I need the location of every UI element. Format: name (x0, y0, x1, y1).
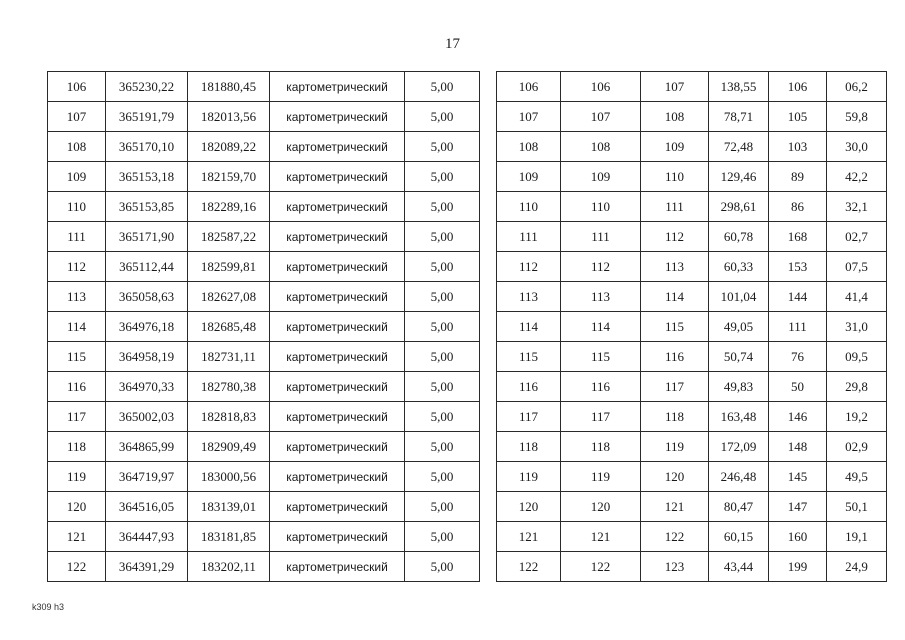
method-cell: картометрический (270, 192, 405, 222)
accuracy-cell: 5,00 (405, 192, 480, 222)
x-coordinate-cell: 364865,99 (106, 432, 188, 462)
table-row (48, 432, 480, 462)
from-point-cell: 118 (561, 432, 641, 462)
row-number-cell: 113 (497, 282, 561, 312)
y-coordinate-cell: 182627,08 (188, 282, 270, 312)
row-number-cell: 107 (497, 102, 561, 132)
length-cell: 129,46 (709, 162, 769, 192)
y-coordinate-cell: 181880,45 (188, 72, 270, 102)
point-number-cell: 108 (48, 132, 106, 162)
accuracy-cell: 5,00 (405, 132, 480, 162)
table-row (497, 372, 887, 402)
table-row (497, 402, 887, 432)
y-coordinate-cell: 183202,11 (188, 552, 270, 582)
angle-degrees-cell: 199 (769, 552, 827, 582)
length-cell: 80,47 (709, 492, 769, 522)
x-coordinate-cell: 365191,79 (106, 102, 188, 132)
method-cell: картометрический (270, 462, 405, 492)
angle-minutes-cell: 19,1 (827, 522, 887, 552)
x-coordinate-cell: 365002,03 (106, 402, 188, 432)
table-row (497, 312, 887, 342)
table-row (497, 162, 887, 192)
table-row (497, 342, 887, 372)
table-row (48, 402, 480, 432)
angle-degrees-cell: 50 (769, 372, 827, 402)
angle-degrees-cell: 103 (769, 132, 827, 162)
x-coordinate-cell: 364447,93 (106, 522, 188, 552)
angle-minutes-cell: 49,5 (827, 462, 887, 492)
x-coordinate-cell: 364970,33 (106, 372, 188, 402)
y-coordinate-cell: 183139,01 (188, 492, 270, 522)
method-cell: картометрический (270, 162, 405, 192)
y-coordinate-cell: 182818,83 (188, 402, 270, 432)
x-coordinate-cell: 365153,18 (106, 162, 188, 192)
table-row (497, 132, 887, 162)
point-number-cell: 111 (48, 222, 106, 252)
length-cell: 78,71 (709, 102, 769, 132)
table-row (48, 312, 480, 342)
x-coordinate-cell: 365171,90 (106, 222, 188, 252)
length-cell: 246,48 (709, 462, 769, 492)
point-number-cell: 120 (48, 492, 106, 522)
from-point-cell: 117 (561, 402, 641, 432)
from-point-cell: 121 (561, 522, 641, 552)
table-row (497, 192, 887, 222)
to-point-cell: 121 (641, 492, 709, 522)
point-number-cell: 121 (48, 522, 106, 552)
angle-minutes-cell: 41,4 (827, 282, 887, 312)
table-row (48, 462, 480, 492)
y-coordinate-cell: 182909,49 (188, 432, 270, 462)
angle-degrees-cell: 148 (769, 432, 827, 462)
accuracy-cell: 5,00 (405, 342, 480, 372)
coordinates-table (47, 71, 480, 582)
to-point-cell: 107 (641, 72, 709, 102)
from-point-cell: 110 (561, 192, 641, 222)
angle-minutes-cell: 30,0 (827, 132, 887, 162)
to-point-cell: 111 (641, 192, 709, 222)
to-point-cell: 118 (641, 402, 709, 432)
y-coordinate-cell: 182289,16 (188, 192, 270, 222)
method-cell: картометрический (270, 72, 405, 102)
to-point-cell: 113 (641, 252, 709, 282)
table-row (48, 192, 480, 222)
angle-degrees-cell: 144 (769, 282, 827, 312)
accuracy-cell: 5,00 (405, 72, 480, 102)
table-row (497, 462, 887, 492)
from-point-cell: 106 (561, 72, 641, 102)
angle-minutes-cell: 31,0 (827, 312, 887, 342)
angle-minutes-cell: 02,7 (827, 222, 887, 252)
x-coordinate-cell: 365153,85 (106, 192, 188, 222)
row-number-cell: 109 (497, 162, 561, 192)
accuracy-cell: 5,00 (405, 222, 480, 252)
point-number-cell: 107 (48, 102, 106, 132)
x-coordinate-cell: 364391,29 (106, 552, 188, 582)
to-point-cell: 116 (641, 342, 709, 372)
to-point-cell: 117 (641, 372, 709, 402)
boundary-lines-table-body (497, 72, 887, 582)
point-number-cell: 116 (48, 372, 106, 402)
angle-degrees-cell: 111 (769, 312, 827, 342)
angle-degrees-cell: 105 (769, 102, 827, 132)
accuracy-cell: 5,00 (405, 252, 480, 282)
method-cell: картометрический (270, 252, 405, 282)
table-row (48, 102, 480, 132)
table-row (497, 222, 887, 252)
length-cell: 60,78 (709, 222, 769, 252)
point-number-cell: 113 (48, 282, 106, 312)
method-cell: картометрический (270, 342, 405, 372)
row-number-cell: 122 (497, 552, 561, 582)
length-cell: 138,55 (709, 72, 769, 102)
to-point-cell: 112 (641, 222, 709, 252)
angle-minutes-cell: 24,9 (827, 552, 887, 582)
x-coordinate-cell: 365230,22 (106, 72, 188, 102)
from-point-cell: 112 (561, 252, 641, 282)
table-row (497, 252, 887, 282)
angle-degrees-cell: 145 (769, 462, 827, 492)
method-cell: картометрический (270, 402, 405, 432)
method-cell: картометрический (270, 492, 405, 522)
row-number-cell: 106 (497, 72, 561, 102)
row-number-cell: 120 (497, 492, 561, 522)
point-number-cell: 115 (48, 342, 106, 372)
boundary-lines-table (496, 71, 887, 582)
from-point-cell: 115 (561, 342, 641, 372)
x-coordinate-cell: 364719,97 (106, 462, 188, 492)
angle-degrees-cell: 76 (769, 342, 827, 372)
method-cell: картометрический (270, 222, 405, 252)
table-row (497, 282, 887, 312)
y-coordinate-cell: 182089,22 (188, 132, 270, 162)
angle-degrees-cell: 146 (769, 402, 827, 432)
row-number-cell: 116 (497, 372, 561, 402)
table-row (48, 222, 480, 252)
table-row (48, 72, 480, 102)
length-cell: 163,48 (709, 402, 769, 432)
accuracy-cell: 5,00 (405, 552, 480, 582)
row-number-cell: 108 (497, 132, 561, 162)
length-cell: 298,61 (709, 192, 769, 222)
accuracy-cell: 5,00 (405, 372, 480, 402)
point-number-cell: 117 (48, 402, 106, 432)
point-number-cell: 114 (48, 312, 106, 342)
angle-minutes-cell: 06,2 (827, 72, 887, 102)
coordinates-table-body (48, 72, 480, 582)
to-point-cell: 119 (641, 432, 709, 462)
length-cell: 49,83 (709, 372, 769, 402)
page-number: 17 (445, 36, 460, 52)
accuracy-cell: 5,00 (405, 282, 480, 312)
from-point-cell: 114 (561, 312, 641, 342)
to-point-cell: 108 (641, 102, 709, 132)
angle-minutes-cell: 07,5 (827, 252, 887, 282)
row-number-cell: 118 (497, 432, 561, 462)
method-cell: картометрический (270, 432, 405, 462)
x-coordinate-cell: 365170,10 (106, 132, 188, 162)
point-number-cell: 109 (48, 162, 106, 192)
to-point-cell: 123 (641, 552, 709, 582)
from-point-cell: 116 (561, 372, 641, 402)
table-row (48, 162, 480, 192)
method-cell: картометрический (270, 312, 405, 342)
method-cell: картометрический (270, 132, 405, 162)
y-coordinate-cell: 182731,11 (188, 342, 270, 372)
point-number-cell: 118 (48, 432, 106, 462)
length-cell: 101,04 (709, 282, 769, 312)
row-number-cell: 115 (497, 342, 561, 372)
row-number-cell: 121 (497, 522, 561, 552)
point-number-cell: 119 (48, 462, 106, 492)
footer-code: k309 h3 (32, 602, 65, 612)
table-row (497, 72, 887, 102)
x-coordinate-cell: 365058,63 (106, 282, 188, 312)
from-point-cell: 109 (561, 162, 641, 192)
point-number-cell: 122 (48, 552, 106, 582)
method-cell: картометрический (270, 522, 405, 552)
table-row (48, 282, 480, 312)
table-row (497, 102, 887, 132)
angle-degrees-cell: 106 (769, 72, 827, 102)
table-row (48, 132, 480, 162)
length-cell: 172,09 (709, 432, 769, 462)
from-point-cell: 120 (561, 492, 641, 522)
table-row (48, 522, 480, 552)
method-cell: картометрический (270, 552, 405, 582)
length-cell: 72,48 (709, 132, 769, 162)
x-coordinate-cell: 364516,05 (106, 492, 188, 522)
x-coordinate-cell: 364976,18 (106, 312, 188, 342)
angle-minutes-cell: 50,1 (827, 492, 887, 522)
angle-minutes-cell: 29,8 (827, 372, 887, 402)
method-cell: картометрический (270, 282, 405, 312)
angle-degrees-cell: 160 (769, 522, 827, 552)
length-cell: 60,33 (709, 252, 769, 282)
table-row (48, 342, 480, 372)
angle-degrees-cell: 147 (769, 492, 827, 522)
accuracy-cell: 5,00 (405, 492, 480, 522)
accuracy-cell: 5,00 (405, 312, 480, 342)
angle-minutes-cell: 09,5 (827, 342, 887, 372)
x-coordinate-cell: 365112,44 (106, 252, 188, 282)
to-point-cell: 110 (641, 162, 709, 192)
y-coordinate-cell: 182587,22 (188, 222, 270, 252)
length-cell: 43,44 (709, 552, 769, 582)
angle-minutes-cell: 02,9 (827, 432, 887, 462)
y-coordinate-cell: 183181,85 (188, 522, 270, 552)
method-cell: картометрический (270, 102, 405, 132)
angle-degrees-cell: 153 (769, 252, 827, 282)
to-point-cell: 109 (641, 132, 709, 162)
table-row (497, 432, 887, 462)
angle-degrees-cell: 89 (769, 162, 827, 192)
table-row (497, 552, 887, 582)
row-number-cell: 111 (497, 222, 561, 252)
from-point-cell: 122 (561, 552, 641, 582)
accuracy-cell: 5,00 (405, 432, 480, 462)
y-coordinate-cell: 182599,81 (188, 252, 270, 282)
row-number-cell: 119 (497, 462, 561, 492)
to-point-cell: 122 (641, 522, 709, 552)
angle-minutes-cell: 32,1 (827, 192, 887, 222)
point-number-cell: 112 (48, 252, 106, 282)
length-cell: 50,74 (709, 342, 769, 372)
table-row (497, 492, 887, 522)
point-number-cell: 106 (48, 72, 106, 102)
from-point-cell: 107 (561, 102, 641, 132)
accuracy-cell: 5,00 (405, 402, 480, 432)
length-cell: 60,15 (709, 522, 769, 552)
to-point-cell: 120 (641, 462, 709, 492)
angle-degrees-cell: 86 (769, 192, 827, 222)
accuracy-cell: 5,00 (405, 462, 480, 492)
y-coordinate-cell: 183000,56 (188, 462, 270, 492)
table-row (48, 552, 480, 582)
from-point-cell: 119 (561, 462, 641, 492)
row-number-cell: 114 (497, 312, 561, 342)
table-row (48, 372, 480, 402)
angle-minutes-cell: 19,2 (827, 402, 887, 432)
accuracy-cell: 5,00 (405, 522, 480, 552)
x-coordinate-cell: 364958,19 (106, 342, 188, 372)
length-cell: 49,05 (709, 312, 769, 342)
angle-minutes-cell: 42,2 (827, 162, 887, 192)
table-row (48, 492, 480, 522)
accuracy-cell: 5,00 (405, 162, 480, 192)
row-number-cell: 117 (497, 402, 561, 432)
y-coordinate-cell: 182780,38 (188, 372, 270, 402)
from-point-cell: 111 (561, 222, 641, 252)
accuracy-cell: 5,00 (405, 102, 480, 132)
angle-degrees-cell: 168 (769, 222, 827, 252)
angle-minutes-cell: 59,8 (827, 102, 887, 132)
point-number-cell: 110 (48, 192, 106, 222)
table-row (48, 252, 480, 282)
from-point-cell: 113 (561, 282, 641, 312)
from-point-cell: 108 (561, 132, 641, 162)
y-coordinate-cell: 182013,56 (188, 102, 270, 132)
y-coordinate-cell: 182685,48 (188, 312, 270, 342)
row-number-cell: 112 (497, 252, 561, 282)
table-row (497, 522, 887, 552)
y-coordinate-cell: 182159,70 (188, 162, 270, 192)
row-number-cell: 110 (497, 192, 561, 222)
to-point-cell: 115 (641, 312, 709, 342)
to-point-cell: 114 (641, 282, 709, 312)
method-cell: картометрический (270, 372, 405, 402)
